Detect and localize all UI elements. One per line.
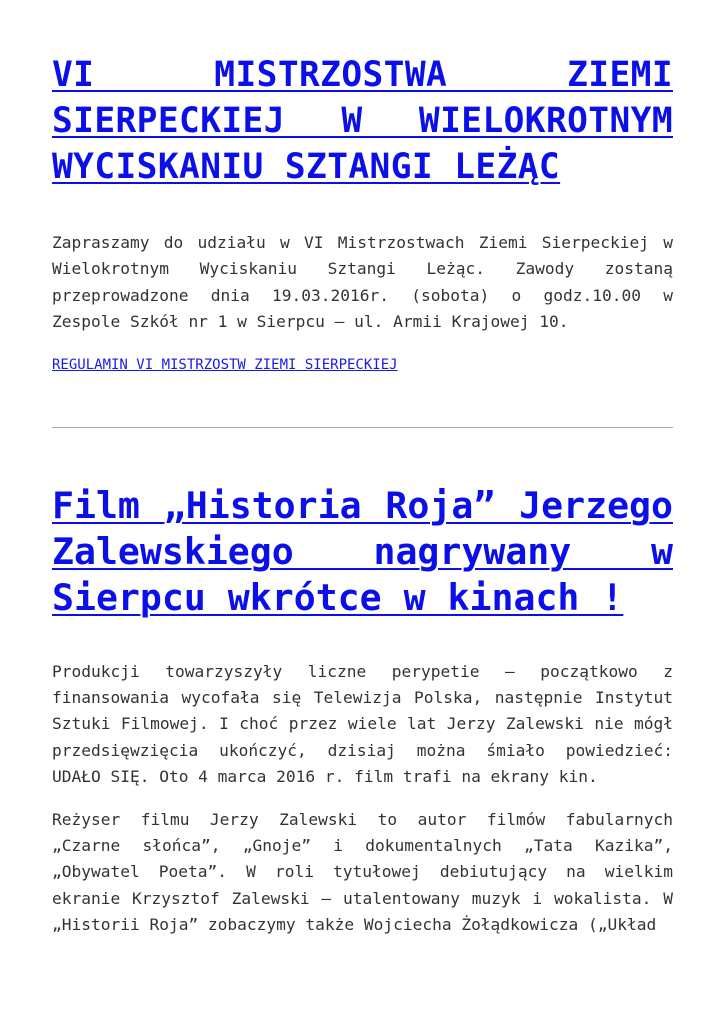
post-1-title: [52, 52, 673, 190]
post-1-paragraph-1: Zapraszamy do udziału w VI Mistrzostwach Ziemi Sierpeckiej w Wielokrotnym Wyciskaniu Sztangi Leżąc. Zawody zostaną przeprowadzone dnia 19.03.2016r. (sobota) o godz.10.00 w Zespole Szkół nr 1 w Sierpcu – ul. Armii Krajowej 10.: [52, 233, 673, 332]
post-1-title-link[interactable]: VI MISTRZOSTWA ZIEMI SIERPECKIEJ W WIELOKROTNYM WYCISKANIU SZTANGI LEŻĄC: [52, 55, 673, 187]
post-1-regulations-line: [52, 355, 673, 375]
post-2-title-link[interactable]: Film „Historia Roja” Jerzego Zalewskiego nagrywany w Sierpcu wkrótce w kinach !: [52, 483, 673, 619]
post-2: [52, 483, 673, 939]
page-content: [52, 52, 673, 939]
regulations-link[interactable]: REGULAMIN VI MISTRZOSTW ZIEMI SIERPECKIEJ: [52, 356, 398, 373]
post-2-paragraph-1: Produkcji towarzyszyły liczne perypetie – początkowo z finansowania wycofała się Telewizja Polska, następnie Instytut Sztuki Filmowej. I choć przez wiele lat Jerzy Zalewski nie mógł przedsięwzięcia ukończyć, dzisiaj można śmiało powiedzieć: UDAŁO SIĘ. Oto 4 marca 2016 r. film trafi na ekrany kin.: [52, 661, 673, 787]
post-divider: [52, 427, 673, 428]
post-2-title: [52, 483, 673, 621]
post-2-paragraph-2: Reżyser filmu Jerzy Zalewski to autor filmów fabularnych „Czarne słońca”, „Gnoje” i dokumentalnych „Tata Kazika”, „Obywatel Poeta”. W roli tytułowej debiutujący na wielkim ekranie Krzysztof Zalewski – utalentowany muzyk i wokalista. W „Historii Roja” zobaczymy także Wojciecha Żołądkowicza („Układ: [52, 809, 673, 935]
post-1: [52, 52, 673, 375]
